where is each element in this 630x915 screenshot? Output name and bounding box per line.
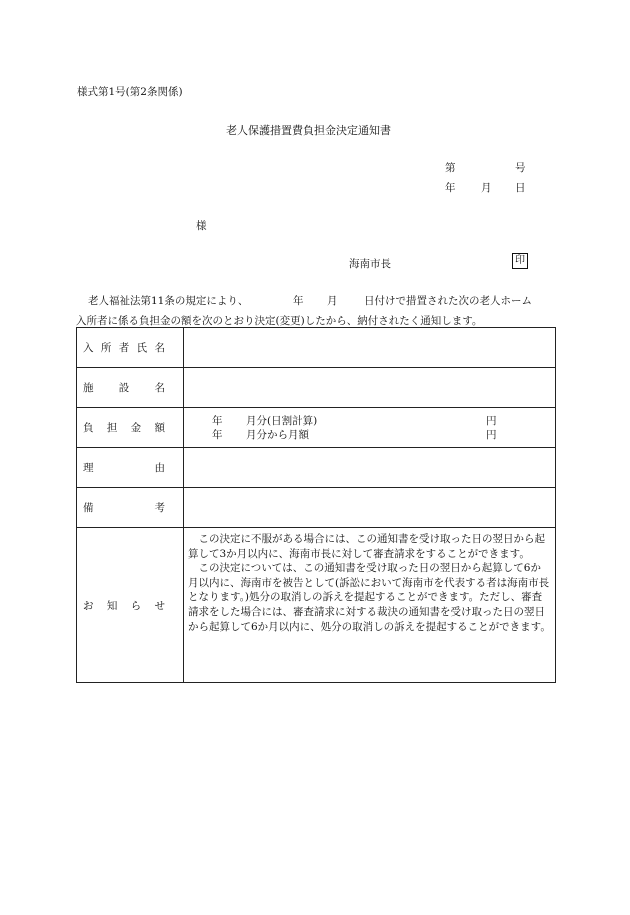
- date-month-label: 月: [481, 182, 492, 194]
- table-row-remarks: [77, 488, 556, 528]
- amount-year-label: 年: [212, 428, 223, 441]
- label-char: 金: [130, 422, 142, 434]
- table-row-reason: [77, 448, 556, 488]
- value-notice: [184, 528, 556, 683]
- label-char: 名: [154, 382, 165, 394]
- value-resident-name: [184, 328, 556, 368]
- label-char: 知: [106, 599, 118, 612]
- doc-number-dai: 第: [445, 162, 456, 174]
- intro-month-label: 月: [327, 295, 338, 307]
- date-day-label: 日: [515, 182, 526, 194]
- intro-text-part2: 日付けで措置された次の老人ホーム: [364, 295, 532, 307]
- table-row-notice: [77, 528, 556, 683]
- label-remarks: [77, 488, 184, 528]
- value-remarks: [184, 488, 556, 528]
- label-resident-name: [77, 328, 184, 368]
- label-reason: [77, 448, 184, 488]
- label-char: 名: [154, 342, 165, 354]
- value-charge-amount: [184, 408, 556, 448]
- amount-period-text: 月分から月額: [246, 428, 309, 441]
- amount-yen-label: 円: [486, 414, 497, 427]
- label-char: 由: [154, 462, 165, 474]
- label-char: 担: [106, 422, 118, 434]
- label-char: 理: [83, 462, 94, 474]
- label-char: 入: [83, 342, 94, 354]
- issuer-name: 海南市長: [349, 258, 391, 270]
- notice-paragraph-1: この決定に不服がある場合には、この通知書を受け取った日の翌日から起算して3か月以内に、海南市長に対して審査請求をすることができます。: [188, 533, 545, 560]
- label-char: 額: [154, 422, 165, 434]
- label-notice: [77, 528, 184, 683]
- label-facility-name: [77, 368, 184, 408]
- value-facility-name: [184, 368, 556, 408]
- label-char: 施: [83, 382, 94, 394]
- label-char: 氏: [136, 342, 148, 354]
- amount-line-monthly: [212, 428, 555, 442]
- recipient-honorific: 様: [196, 220, 207, 232]
- label-char: せ: [154, 599, 165, 612]
- label-char: 備: [83, 502, 94, 514]
- table-row-charge-amount: [77, 408, 556, 448]
- notice-table: [76, 327, 556, 683]
- value-reason: [184, 448, 556, 488]
- label-char: 設: [118, 382, 130, 394]
- label-char: ら: [130, 599, 142, 612]
- notice-paragraph-2: この決定については、この通知書を受け取った日の翌日から起算して6か月以内に、海南市を被告として(訴訟において海南市を代表する者は海南市長となります。)処分の取消しの訴えを提起することができます。ただし、審査請求をした場合には、審査請求に対する裁決の通知書を受け取った日の翌日から起算して6か月以内に、処分の取消しの訴えを提起することができます。: [188, 562, 551, 633]
- label-charge-amount: [77, 408, 184, 448]
- seal-mark: 印: [512, 253, 528, 269]
- table-row-facility-name: [77, 368, 556, 408]
- amount-yen-label: 円: [486, 428, 497, 441]
- label-char: 者: [118, 342, 130, 354]
- table-row-resident-name: [77, 328, 556, 368]
- label-char: お: [83, 599, 94, 612]
- amount-year-label: 年: [212, 414, 223, 427]
- intro-text-part1: 老人福祉法第11条の規定により、: [88, 295, 249, 307]
- label-char: 考: [154, 502, 165, 514]
- document-title: 老人保護措置費負担金決定通知書: [226, 124, 391, 137]
- label-char: 負: [83, 422, 94, 434]
- label-char: 所: [100, 342, 112, 354]
- form-number: 様式第1号(第2条関係): [77, 86, 183, 98]
- amount-line-daily: [212, 414, 555, 428]
- amount-period-text: 月分(日割計算): [246, 414, 318, 427]
- intro-year-label: 年: [293, 295, 304, 307]
- intro-text-line2: 入所者に係る負担金の額を次のとおり決定(変更)したから、納付されたく通知します。: [76, 315, 483, 327]
- doc-number-go: 号: [515, 162, 526, 174]
- date-year-label: 年: [445, 182, 456, 194]
